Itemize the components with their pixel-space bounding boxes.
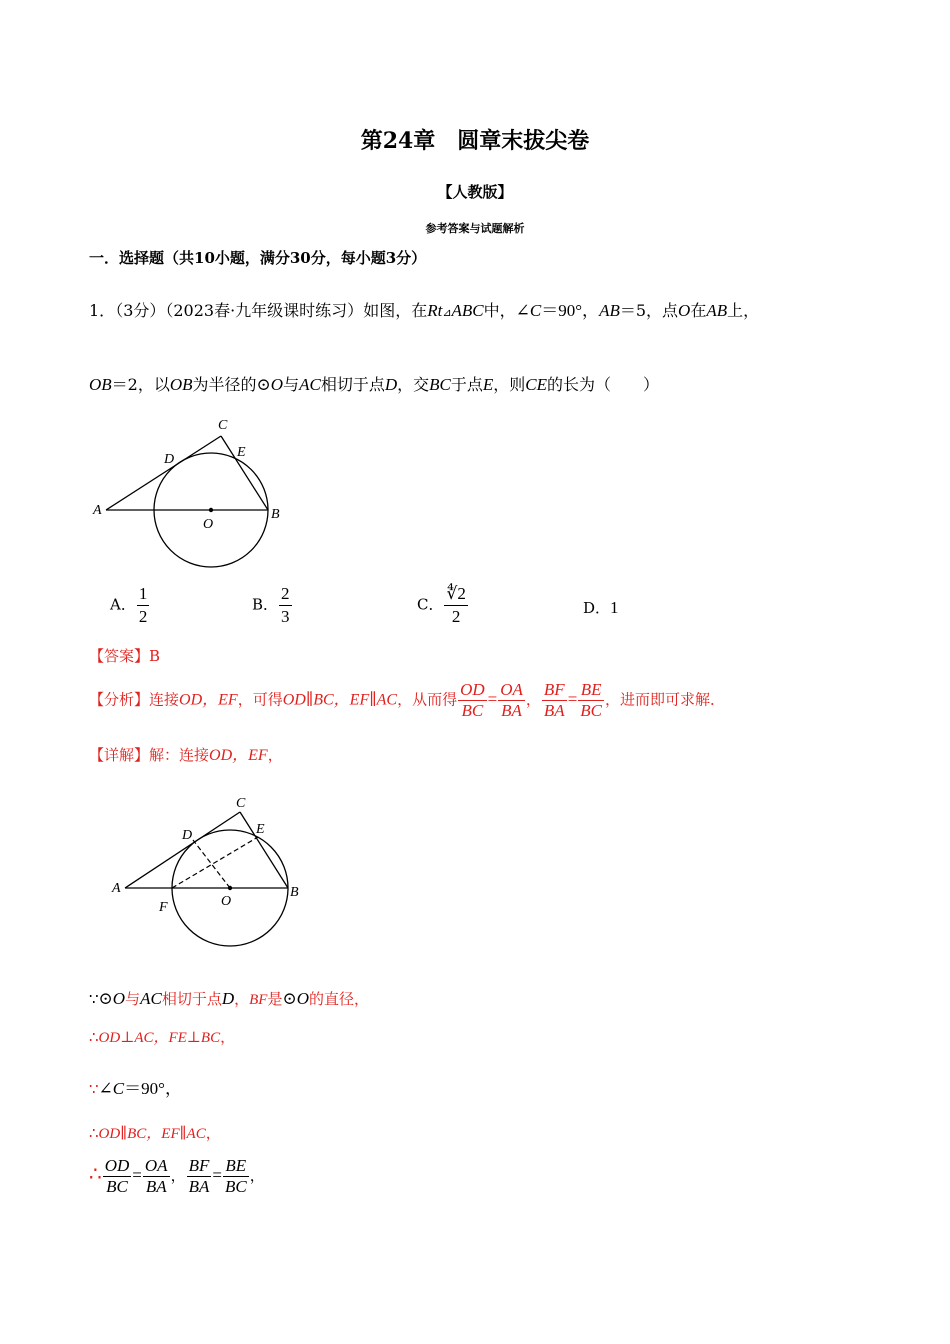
step-4 bbox=[89, 1122, 221, 1143]
label-e: E bbox=[256, 822, 265, 837]
option-c-numerator: ∜2 bbox=[444, 583, 467, 606]
step-text: ， bbox=[205, 1124, 221, 1142]
fraction-denominator: BC bbox=[106, 1177, 128, 1196]
figure-1-geometry bbox=[80, 405, 300, 585]
step-text: 的直径， bbox=[309, 990, 370, 1008]
segment-od-dashed bbox=[193, 840, 230, 888]
triangle-symbol: ⊿ bbox=[442, 306, 452, 319]
option-b-numerator: 2 bbox=[279, 583, 292, 606]
step-text: ， bbox=[220, 1028, 236, 1046]
question-text: 上， bbox=[727, 301, 760, 320]
analysis-text: ，可得 bbox=[237, 690, 283, 709]
option-d[interactable] bbox=[583, 597, 619, 618]
detail-label: 【详解】 bbox=[89, 746, 150, 764]
label-d: D bbox=[182, 828, 193, 843]
fraction-denominator: BC bbox=[580, 701, 603, 720]
math-ce: CE bbox=[525, 375, 548, 394]
option-b-denominator: 3 bbox=[281, 607, 290, 626]
math-abc: ABC bbox=[451, 301, 484, 320]
fraction-denominator: BC bbox=[224, 1177, 247, 1196]
math-perpendicular: OD⊥AC，FE⊥BC bbox=[98, 1030, 221, 1046]
question-text: 于点 bbox=[450, 375, 483, 394]
option-c[interactable] bbox=[417, 583, 469, 628]
math-bc: BC bbox=[429, 375, 451, 394]
option-c-denominator: 2 bbox=[451, 607, 461, 626]
label-c: C bbox=[236, 796, 246, 811]
label-f: F bbox=[159, 900, 168, 915]
label-a: A bbox=[93, 503, 102, 518]
question-line-2 bbox=[89, 372, 659, 395]
fraction-denominator: BA bbox=[543, 701, 565, 720]
analysis-text: 连接 bbox=[149, 690, 180, 709]
option-b[interactable] bbox=[252, 583, 293, 628]
math-e: E bbox=[482, 375, 494, 394]
option-a-numerator: 1 bbox=[137, 583, 150, 606]
question-text: 如图，在 bbox=[363, 301, 428, 320]
therefore-symbol: ∴ bbox=[89, 1028, 99, 1046]
question-text: 相切于点 bbox=[320, 375, 385, 394]
question-text: ，交 bbox=[397, 375, 430, 394]
comma: ， bbox=[525, 690, 541, 709]
math-o: O bbox=[678, 301, 691, 320]
math-eq5: ＝5，点 bbox=[619, 301, 679, 320]
question-line-1 bbox=[89, 296, 759, 321]
fraction-numerator: OD bbox=[460, 680, 485, 699]
math-od-ef: OD，EF bbox=[209, 747, 268, 764]
subtitle: 参考答案与试题解析 bbox=[425, 222, 525, 235]
label-b: B bbox=[271, 507, 280, 522]
answer-value: B bbox=[149, 647, 161, 665]
label-d: D bbox=[164, 452, 175, 467]
math-ab: AB bbox=[599, 301, 620, 320]
math-circle-o: ⊙O bbox=[282, 989, 310, 1008]
answer-line bbox=[89, 645, 160, 666]
math-ab: AB bbox=[706, 301, 728, 320]
point-o bbox=[209, 508, 213, 512]
fraction-numerator: BF bbox=[188, 1156, 210, 1175]
analysis-line: 【分析】连接OD，EF，可得OD∥BC，EF∥AC，从而得 $\frac{OD}{BC}$ = $\frac{OA}{BA}$ ， $\frac{BF}{BA}$ = $\frac{BE}{BC}$ ，进而即可求解． bbox=[89, 680, 726, 720]
label-c: C bbox=[218, 418, 228, 433]
because-symbol: ∵ bbox=[89, 1080, 99, 1098]
math-d: D bbox=[221, 989, 235, 1008]
math-circle-o: ⊙O bbox=[256, 375, 284, 394]
step-text: 是 bbox=[267, 990, 283, 1008]
fraction-numerator: OA bbox=[144, 1156, 168, 1175]
section-heading: 一．选择题（共10小题，满分30分，每小题3分） bbox=[89, 249, 427, 267]
because-symbol: ∵ bbox=[89, 990, 99, 1008]
math-ac: AC bbox=[140, 989, 162, 1008]
option-d-value: 1 bbox=[610, 598, 619, 617]
math-parallel: OD∥BC，EF∥AC bbox=[282, 691, 398, 709]
question-text: 与 bbox=[283, 375, 300, 394]
question-number: 1． bbox=[89, 301, 116, 320]
label-b: B bbox=[290, 885, 299, 900]
math-parallel: OD∥BC，EF∥AC bbox=[98, 1126, 206, 1142]
option-a[interactable] bbox=[110, 583, 150, 628]
option-d-label: D． bbox=[583, 599, 611, 617]
fraction-numerator: OD bbox=[104, 1156, 130, 1175]
question-text: 为半径的 bbox=[192, 375, 257, 394]
segment-ac bbox=[125, 812, 240, 888]
label-o: O bbox=[221, 894, 232, 909]
edition-label: 【人教版】 bbox=[437, 183, 513, 201]
step-text: ， bbox=[249, 1166, 265, 1185]
math-od-ef: OD，EF bbox=[179, 691, 238, 709]
therefore-symbol: ∴ bbox=[89, 1124, 99, 1142]
math-circle-o: ⊙O bbox=[98, 989, 126, 1008]
question-text: 在 bbox=[690, 301, 707, 320]
therefore-symbol: ∴ bbox=[89, 1161, 102, 1186]
segment-ac bbox=[106, 436, 221, 510]
figure-2-geometry bbox=[100, 790, 320, 960]
answer-label: 【答案】 bbox=[89, 647, 150, 665]
step-5: ∴ $\frac{OD}{BC}$ = $\frac{OA}{BA}$ ， $\frac{BF}{BA}$ = $\frac{BE}{BC}$ ， bbox=[89, 1156, 265, 1196]
question-text: 中， bbox=[483, 301, 516, 320]
point-o bbox=[228, 886, 232, 890]
detail-text: ， bbox=[267, 746, 283, 764]
math-ob: OB bbox=[169, 375, 193, 394]
math-rt: Rt bbox=[427, 301, 443, 320]
fraction-denominator: BC bbox=[461, 701, 484, 720]
math-ob: OB bbox=[89, 375, 112, 394]
step-3 bbox=[89, 1074, 182, 1099]
math-eq2: ＝2，以 bbox=[111, 375, 170, 394]
fraction-numerator: BE bbox=[223, 1156, 249, 1177]
option-c-label: C． bbox=[417, 595, 444, 614]
fraction-denominator: BA bbox=[501, 701, 522, 720]
detail-text: 解：连接 bbox=[149, 746, 210, 764]
math-d: D bbox=[384, 375, 398, 394]
label-a: A bbox=[112, 881, 121, 896]
math-ac: AC bbox=[299, 375, 321, 394]
step-text: 相切于点 bbox=[161, 990, 222, 1008]
step-text: ， bbox=[234, 990, 250, 1008]
question-text: ，则 bbox=[493, 375, 526, 394]
option-b-label: B． bbox=[252, 595, 279, 614]
analysis-text: ，从而得 bbox=[397, 690, 458, 709]
label-e: E bbox=[237, 445, 246, 460]
label-o: O bbox=[203, 517, 214, 532]
option-a-denominator: 2 bbox=[138, 607, 148, 626]
fraction-denominator: BA bbox=[145, 1177, 167, 1196]
question-source: （2023春·九年级课时练习） bbox=[165, 301, 364, 320]
math-eq90: ＝90°， bbox=[541, 301, 600, 320]
fraction-numerator: BE bbox=[578, 680, 604, 701]
step-2 bbox=[89, 1026, 235, 1047]
fraction-numerator: BF bbox=[543, 680, 565, 699]
question-score: （3分） bbox=[115, 301, 166, 320]
analysis-text: ，进而即可求解． bbox=[605, 690, 726, 709]
math-eq90: ＝90°， bbox=[124, 1079, 182, 1098]
question-text: 的长为（ ） bbox=[547, 375, 660, 394]
math-angle-c: ∠C bbox=[98, 1079, 125, 1098]
segment-ef-dashed bbox=[172, 837, 258, 888]
page-title: 第24章 圆章末拔尖卷 bbox=[360, 128, 590, 154]
detail-line bbox=[89, 742, 283, 765]
option-a-label: A． bbox=[110, 595, 136, 614]
math-angle-c: ∠C bbox=[515, 301, 542, 320]
fraction-denominator: BA bbox=[188, 1177, 210, 1196]
step-text: 与 bbox=[125, 990, 141, 1008]
step-1 bbox=[89, 988, 369, 1009]
analysis-label: 【分析】 bbox=[89, 690, 150, 709]
fraction-numerator: OA bbox=[500, 680, 523, 699]
comma: ， bbox=[170, 1166, 186, 1185]
math-bf: BF bbox=[249, 992, 268, 1008]
